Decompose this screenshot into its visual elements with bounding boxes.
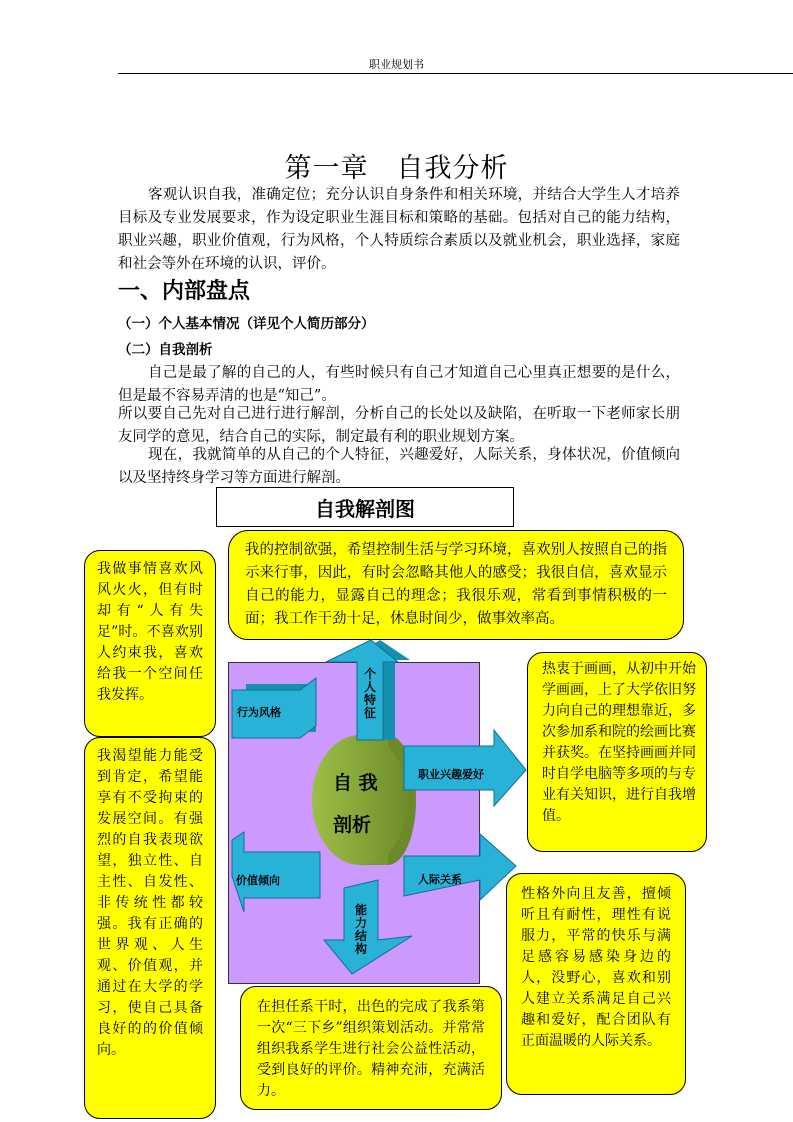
label-personal-traits: 个人特征 (363, 667, 376, 720)
paragraph-know-self: 自己是最了解的自己的人，有些时候只有自己才知道自己心里真正想要的是什么，但是最不容易弄清的也是“知己”。 (118, 365, 680, 404)
chapter-title: 第一章 自我分析 (284, 153, 509, 184)
subsection-self-analysis: （二）自我剖析 (118, 342, 213, 358)
core-text-line1: 自 我 (333, 772, 378, 794)
paragraph-method: 所以要自己先对自己进行进行解剖，分析自己的长处以及缺陷，在听取一下老师家长朋友同学的意见，结合自己的实际，制定最有利的职业规划方案。 (118, 406, 680, 445)
bubble-behavior-style: 我做事情喜欢风风火火，但有时却有“人有失足”时。不喜欢别人约束我，喜欢给我一个空间任我发挥。 (84, 550, 216, 737)
page-header: 职业规划书 (369, 58, 424, 71)
label-career-interest: 职业兴趣爱好 (418, 768, 484, 781)
arrow-bottom-shape (324, 880, 412, 974)
bubble-ability-structure: 在担任系干时，出色的完成了我系第一次“三下乡”组织策划活动。并常常组织我系学生进行社会公益性活动，受到良好的评价。精神充沛，充满活力。 (240, 986, 502, 1110)
bubble-value-orientation: 我渴望能力能受到肯定，希望能享有不受拘束的发展空间。有强烈的自我表现欲望，独立性、自主性、自发性、非传统性都较强。我有正确的世界观、人生观、价值观，并通过在大学的学习，使自己具备良好的的价值倾向。 (84, 737, 216, 1119)
paragraph-aspects: 现在，我就简单的从自己的个人特征，兴趣爱好，人际关系，身体状况，价值倾向以及坚持终身学习等方面进行解剖。 (118, 447, 680, 486)
bubble-personal-traits: 我的控制欲强，希望控制生活与学习环境，喜欢别人按照自己的指示来行事，因此，有时会忽略其他人的感受；我很自信，喜欢显示自己的能力，显露自己的理念；我很乐观，常看到事情积极的一面；我工作干劲十足，休息时间少，做事效率高。 (228, 530, 684, 640)
core-cylinder-shape (312, 735, 416, 865)
bubble-career-interest: 热衷于画画，从初中开始学画画，上了大学依旧努力向自己的理想靠近，多次参加系和院的绘画比赛并获奖。在坚持画画并同时自学电脑等多项的与专业有关知识，进行自我增值。 (527, 652, 707, 852)
arrow-lower-right-shape (404, 834, 516, 900)
subsection-basic-info: （一）个人基本情况（详见个人简历部分） (118, 316, 375, 332)
core-text-line2: 剖析 (333, 814, 372, 836)
label-ability-structure: 能力结构 (354, 903, 367, 956)
section-heading: 一、内部盘点 (118, 279, 251, 304)
diagram-title-text: 自我解剖图 (315, 496, 415, 521)
intro-paragraph: 客观认识自我，准确定位；充分认识自身条件和相关环境，并结合大学生人才培养目标及专业发展要求，作为设定职业生涯目标和策略的基础。包括对自己的能力结构，职业兴趣，职业价值观，行为风格，个人特质综合素质以及就业机会，职业选择，家庭和社会等外在环境的认识，评价。 (118, 187, 680, 272)
bubble-relationships: 性格外向且友善，擅倾听且有耐性，理性有说服力，平常的快乐与满足感容易感染身边的人，没野心，喜欢和别人建立关系满足自己兴趣和爱好，配合团队有正面温暖的人际关系。 (506, 873, 686, 1095)
label-behavior-style: 行为风格 (237, 706, 281, 719)
label-relationships: 人际关系 (418, 873, 462, 886)
label-value-orientation: 价值倾向 (236, 874, 280, 887)
